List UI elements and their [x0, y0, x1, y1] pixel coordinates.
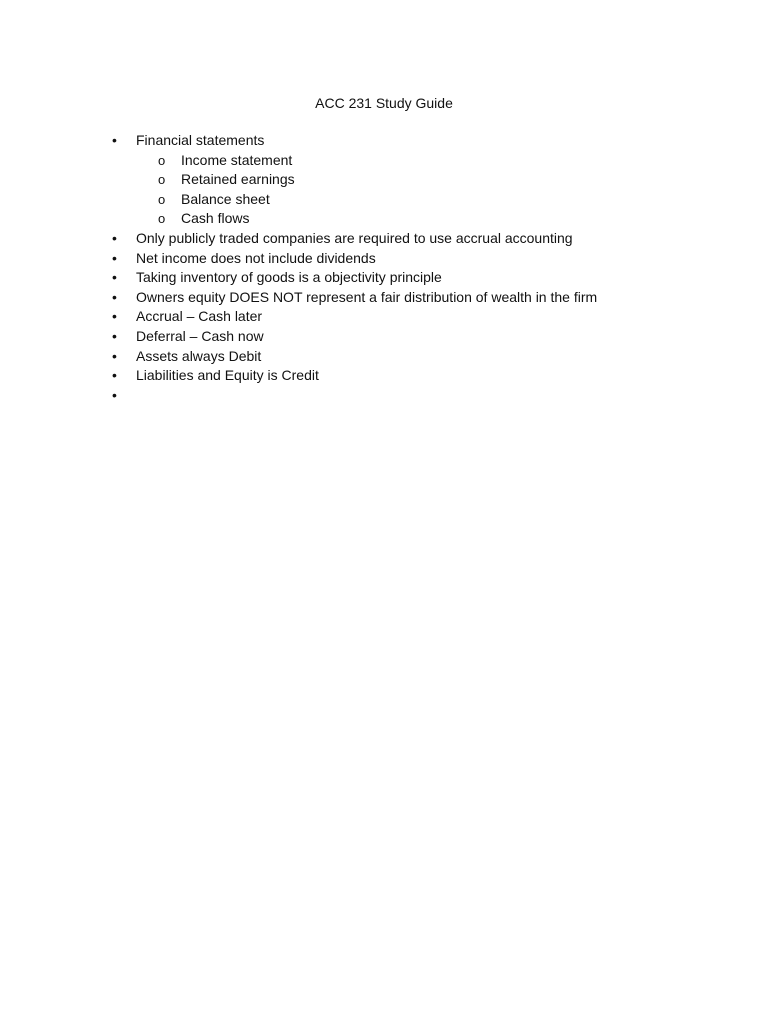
list-item-text: Net income does not include dividends	[136, 249, 376, 266]
sub-list-item	[0, 209, 768, 229]
list-item	[0, 288, 768, 308]
sub-list-item-text: Cash flows	[181, 210, 250, 227]
bullet-icon: •	[112, 327, 117, 344]
sub-list-item	[0, 190, 768, 210]
hollow-bullet-icon: o	[158, 211, 166, 227]
sub-list-item	[0, 151, 768, 171]
list-item	[0, 229, 768, 249]
hollow-bullet-icon: o	[158, 191, 166, 207]
list-item-text: Accrual – Cash later	[136, 308, 263, 325]
list-item-text: Owners equity DOES NOT represent a fair distribution of wealth in the firm	[136, 288, 598, 305]
hollow-bullet-icon: o	[158, 172, 166, 188]
bullet-icon: •	[112, 288, 117, 305]
list-item-text: Only publicly traded companies are required to use accrual accounting	[136, 229, 573, 246]
bullet-list	[0, 131, 768, 405]
list-item	[0, 366, 768, 386]
bullet-icon: •	[112, 308, 117, 325]
list-item-text: Liabilities and Equity is Credit	[136, 367, 319, 384]
sub-list-item-text: Income statement	[181, 151, 293, 168]
list-item	[0, 268, 768, 288]
list-item	[0, 386, 768, 406]
sub-list-item-text: Retained earnings	[181, 171, 295, 188]
bullet-icon: •	[112, 367, 117, 384]
list-item-text: Taking inventory of goods is a objectivity principle	[136, 269, 442, 286]
bullet-icon: •	[112, 229, 117, 246]
list-item	[0, 347, 768, 367]
list-item	[0, 327, 768, 347]
list-item-text: Deferral – Cash now	[136, 327, 264, 344]
document-title: ACC 231 Study Guide	[315, 95, 453, 111]
list-item	[0, 249, 768, 269]
list-item	[0, 131, 768, 151]
sub-list-item	[0, 170, 768, 190]
bullet-icon: •	[112, 347, 117, 364]
list-item-text: Financial statements	[136, 132, 265, 148]
list-item	[0, 307, 768, 327]
bullet-icon: •	[112, 132, 117, 148]
list-item-text: Assets always Debit	[136, 347, 262, 364]
bullet-icon: •	[112, 386, 117, 403]
hollow-bullet-icon: o	[158, 152, 166, 168]
bullet-icon: •	[112, 269, 117, 286]
sub-list-item-text: Balance sheet	[181, 190, 270, 207]
bullet-icon: •	[112, 249, 117, 266]
